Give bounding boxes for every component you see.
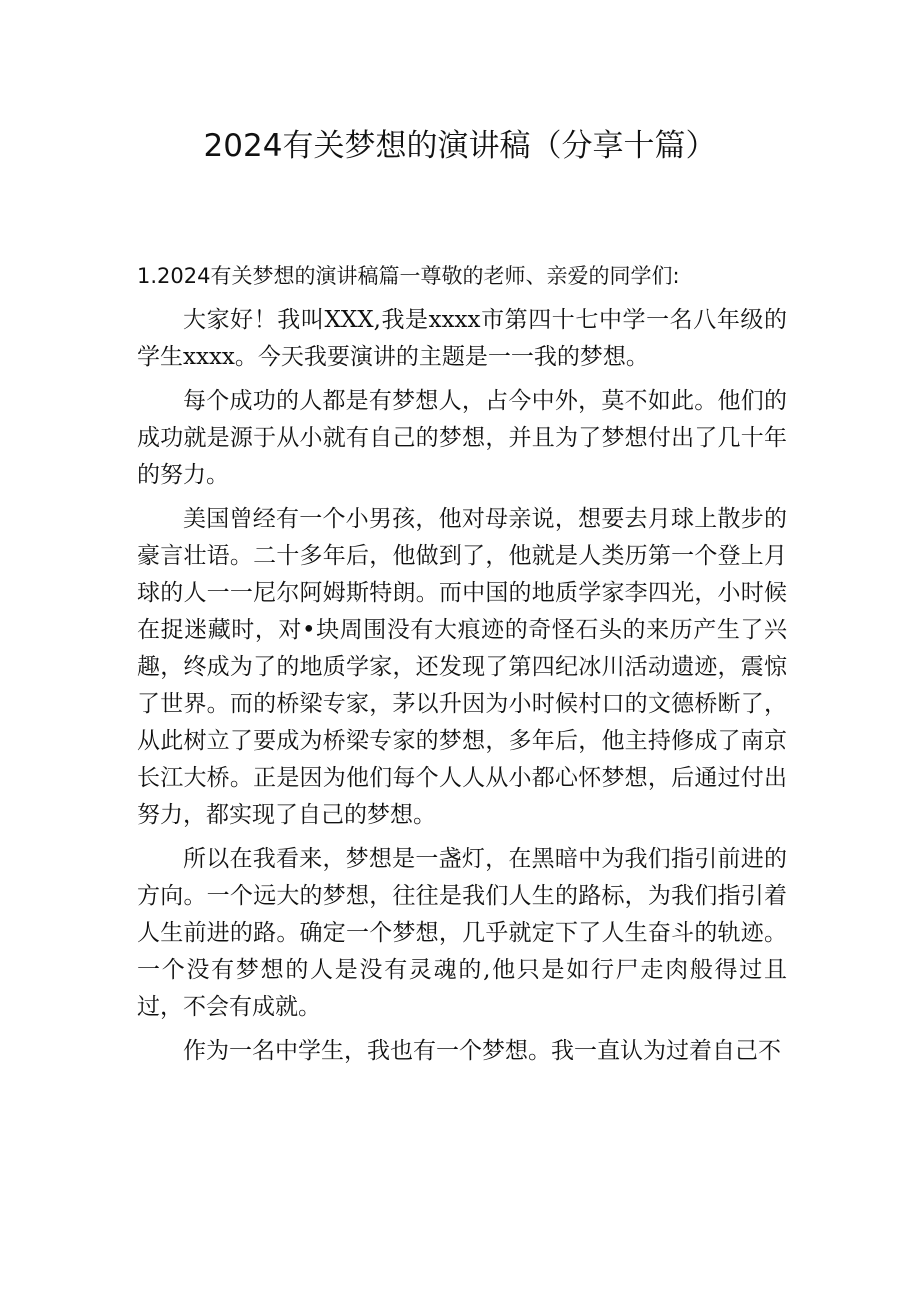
paragraph-greeting: 大家好！我叫XXX,我是xxxx市第四十七中学一名八年级的学生xxxx。今天我要演讲的主题是一一我的梦想。 — [137, 307, 787, 370]
paragraph-dream-lamp: 所以在我看来，梦想是一盏灯，在黑暗中为我们指引前进的方向。一个远大的梦想，往往是我们人生的路标，为我们指引着人生前进的路。确定一个梦想，几乎就定下了人生奋斗的轨迹。一个没有梦想的人是没有灵魂的,他只是如行尸走肉般得过且过，不会有成就。 — [137, 846, 787, 1020]
paragraph-examples: 美国曾经有一个小男孩，他对母亲说，想要去月球上散步的豪言壮语。二十多年后，他做到了，他就是人类历第一个登上月球的人一一尼尔阿姆斯特朗。而中国的地质学家李四光，小时候在捉迷藏时，对•块周围没有大痕迹的奇怪石头的来历产生了兴趣，终成为了的地质学家，还发现了第四纪冰川活动遗迹，震惊了世界。而的桥梁专家，茅以升因为小时候村口的文德桥断了，从此树立了要成为桥梁专家的梦想，多年后，他主持修成了南京长江大桥。正是因为他们每个人人从小都心怀梦想，后通过付出努力，都实现了自己的梦想。 — [137, 506, 787, 828]
paragraph-success: 每个成功的人都是有梦想人，占今中外，莫不如此。他们的成功就是源于从小就有自己的梦想，并且为了梦想付出了几十年的努力。 — [137, 388, 787, 488]
document-title: 2024有关梦想的演讲稿（分享十篇） — [203, 128, 717, 164]
document-body — [137, 258, 787, 1077]
paragraph-my-dream: 作为一名中学生，我也有一个梦想。我一直认为过着自己不 — [183, 1038, 781, 1064]
section-heading-line: 1.2024有关梦想的演讲稿篇一尊敬的老师、亲爱的同学们: — [137, 264, 680, 288]
